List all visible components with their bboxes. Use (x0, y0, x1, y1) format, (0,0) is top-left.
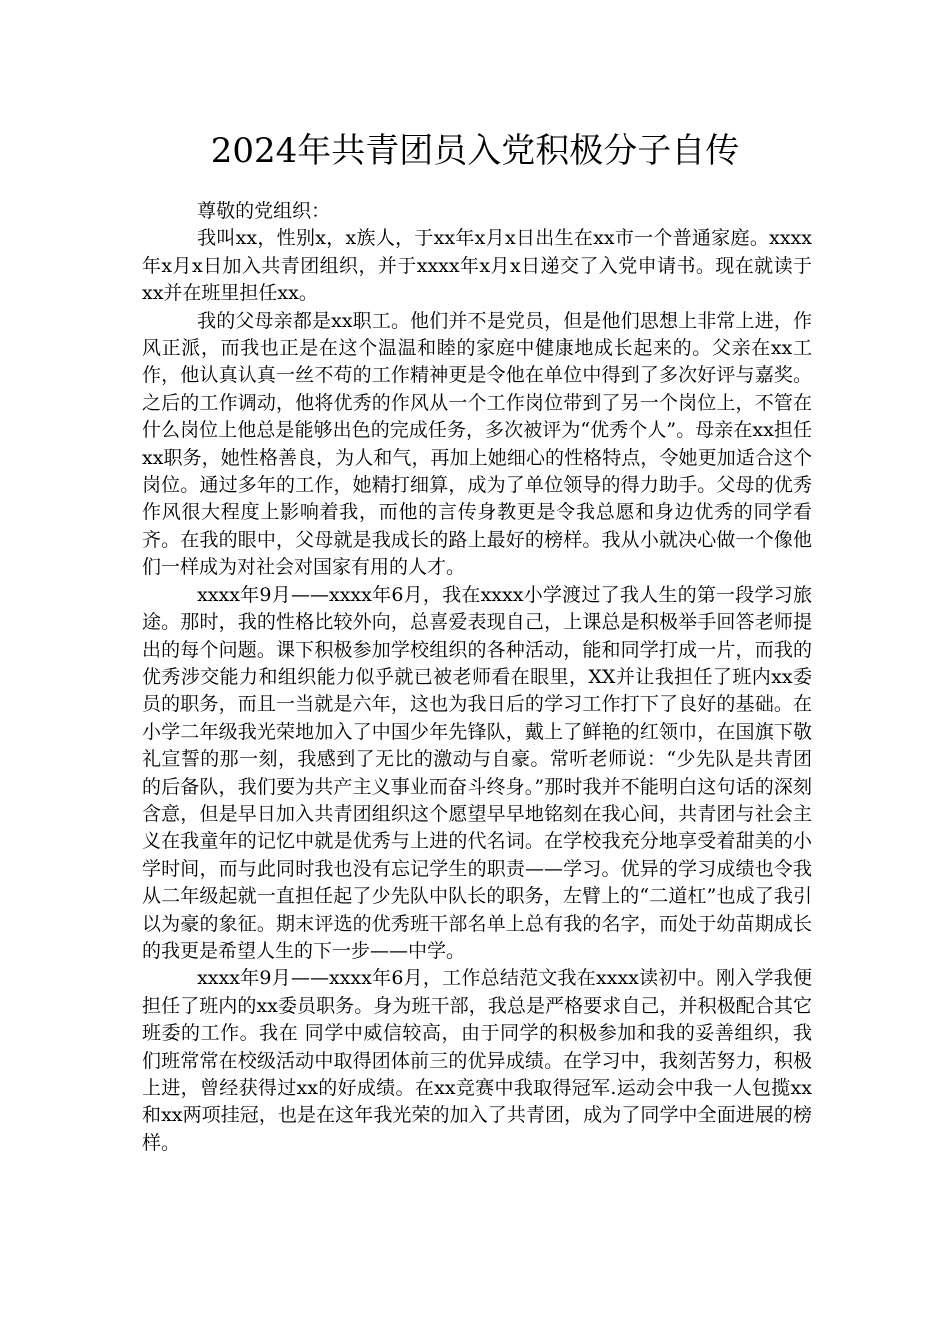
paragraph-primary-school: xxxx年9月——xxxx年6月，我在xxxx小学渡过了我人生的第一段学习旅途。那时，我的性格比较外向，总喜爱表现自己，上课总是积极举手回答老师提出的每个问题。课下积极参加学校组织的各种活动，能和同学打成一片，而我的优秀涉交能力和组织能力似乎就已被老师看在眼里，XX并让我担任了班内xx委员的职务，而且一当就是六年，这也为我日后的学习工作打下了良好的基础。在小学二年级我光荣地加入了中国少年先锋队，戴上了鲜艳的红领巾，在国旗下敬礼宣誓的那一刻，我感到了无比的激动与自豪。常听老师说：“少先队是共青团的后备队，我们要为共产主义事业而奋斗终身。”那时我并不能明白这句话的深刻含意，但是早日加入共青团组织这个愿望早早地铭刻在我心间，共青团与社会主义在我童年的记忆中就是优秀与上进的代名词。在学校我充分地享受着甜美的小学时间，而与此同时我也没有忘记学生的职责——学习。优异的学习成绩也令我从二年级起就一直担任起了少先队中队长的职务，左臂上的“二道杠”也成了我引以为豪的象征。期末评选的优秀班干部名单上总有我的名字，而处于幼苗期成长的我更是希望人生的下一步——中学。 (142, 583, 812, 962)
salutation: 尊敬的党组织： (197, 200, 331, 222)
document-title: 2024年共青团员入党积极分子自传 (210, 131, 740, 171)
paragraph-intro: 我叫xx，性别x，x族人，于xx年x月x日出生在xx市一个普通家庭。xxxx年x月x日加入共青团组织，并于xxxx年x月x日递交了入党申请书。现在就读于xx并在班里担任xx。 (142, 227, 812, 305)
document-body (142, 198, 812, 1157)
paragraph-parents: 我的父母亲都是xx职工。他们并不是党员，但是他们思想上非常上进，作风正派，而我也正是在这个温温和睦的家庭中健康地成长起来的。父亲在xx工作，他认真认真一丝不苟的工作精神更是令他在单位中得到了多次好评与嘉奖。之后的工作调动，他将优秀的作风从一个工作岗位带到了另一个岗位上，不管在什么岗位上他总是能够出色的完成任务，多次被评为“优秀个人”。母亲在xx担任xx职务，她性格善良，为人和气，再加上她细心的性格特点，令她更加适合这个岗位。通过多年的工作，她精打细算，成为了单位领导的得力助手。父母的优秀作风很大程度上影响着我，而他的言传身教更是令我总愿和身边优秀的同学看齐。在我的眼中，父母就是我成长的路上最好的榜样。我从小就决心做一个像他们一样成为对社会对国家有用的人才。 (142, 309, 812, 579)
paragraph-middle-school: xxxx年9月——xxxx年6月，工作总结范文我在xxxx读初中。刚入学我便担任了班内的xx委员职务。身为班干部，我总是严格要求自己，并积极配合其它班委的工作。我在 同学中威信较高，由于同学的积极参加和我的妥善组织，我们班常常在校级活动中取得团体前三的优异成绩。在学习中，我刻苦努力，积极上进，曾经获得过xx的好成绩。在xx竞赛中我取得冠军.运动会中我一人包揽xx和xx两项挂冠，也是在这年我光荣的加入了共青团，成为了同学中全面进展的榜样。 (142, 967, 812, 1154)
